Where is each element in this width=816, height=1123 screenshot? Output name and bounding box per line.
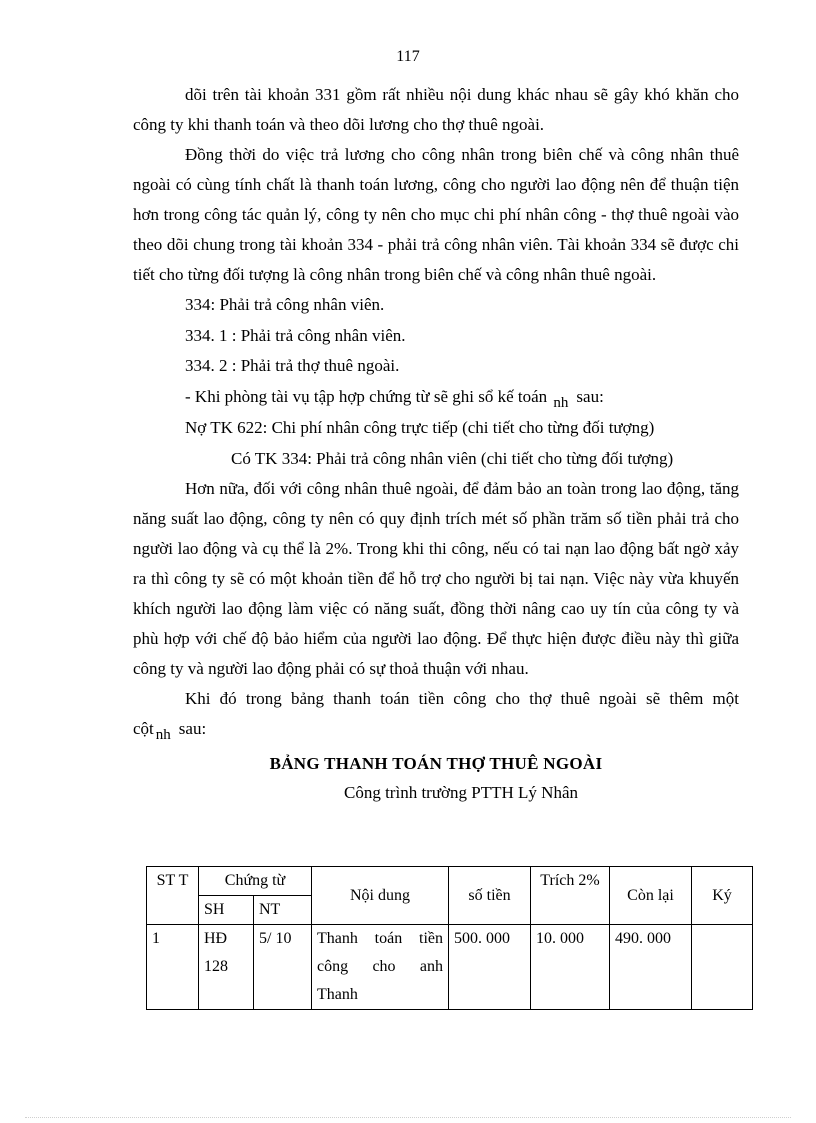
journal-intro-end: sau:	[576, 386, 604, 406]
cell-stt: 1	[147, 925, 199, 1010]
paragraph	[133, 684, 739, 745]
cell-nt: 5/ 10	[254, 925, 312, 1010]
credit-entry: Có TK 334: Phải trả công nhân viên (chi tiết cho từng đối tượng)	[231, 448, 674, 468]
table-header-row	[147, 867, 753, 896]
cell-sh: HĐ 128	[199, 925, 254, 1010]
paragraph-text: Khi đó trong bảng thanh toán tiền công cho thợ thuê ngoài sẽ thêm một cột	[133, 689, 739, 738]
account-line: 334. 1 : Phải trả công nhân viên.	[185, 325, 406, 345]
header-stt: ST T	[147, 867, 199, 925]
debit-entry: Nợ TK 622: Chi phí nhân công trực tiếp (chi tiết cho từng đối tượng)	[185, 418, 655, 437]
header-nt: NT	[254, 896, 312, 925]
subscript-text: nh	[553, 394, 569, 411]
account-line: 334. 2 : Phải trả thợ thuê ngoài.	[185, 356, 400, 375]
header-ky: Ký	[692, 867, 753, 925]
footer-divider	[25, 1117, 791, 1118]
paragraph: Đồng thời do việc trả lương cho công nhân trong biên chế và công nhân thuê ngoài có cùng tính chất là thanh toán lương, công cho người lao động nên để thuận tiện hơn trong công tác quản lý, công ty nên cho mục chi phí nhân công - thợ thuê ngoài vào theo dõi chung trong tài khoản 334 - phải trả công nhân viên. Tài khoản 334 sẽ được chi tiết cho từng đối tượng là công nhân trong biên chế và công nhân thuê ngoài.	[133, 145, 739, 284]
cell-trich: 10. 000	[531, 925, 610, 1010]
journal-intro-text: - Khi phòng tài vụ tập hợp chứng từ sẽ ghi sổ kế toán	[185, 386, 548, 406]
cell-so-tien: 500. 000	[449, 925, 531, 1010]
paragraph-end: sau:	[178, 719, 207, 738]
payment-table	[146, 866, 753, 1010]
header-sh: SH	[199, 896, 254, 925]
table-row	[147, 925, 753, 1010]
header-trich: Trích 2%	[531, 867, 610, 925]
subscript-text: nh	[155, 727, 171, 743]
table-subtitle: Công trình trường PTTH Lý Nhân	[344, 783, 578, 802]
header-chung-tu: Chứng từ	[199, 867, 312, 896]
paragraph: dõi trên tài khoản 331 gồm rất nhiều nội dung khác nhau sẽ gây khó khăn cho công ty khi thanh toán và theo dõi lương cho thợ thuê ngoài.	[133, 85, 739, 134]
header-con-lai: Còn lại	[610, 867, 692, 925]
cell-con-lai: 490. 000	[610, 925, 692, 1010]
paragraph: Hơn nữa, đối với công nhân thuê ngoài, để đảm bảo an toàn trong lao động, tăng năng suất lao động, công ty nên có quy định trích mét số phần trăm số tiền phải trả cho người lao động và cụ thể là 2%. Trong khi thi công, nếu có tai nạn lao động bất ngờ xảy ra thì công ty sẽ có một khoản tiền để hỗ trợ cho người bị tai nạn. Việc này vừa khuyến khích người lao động làm việc có năng suất, đồng thời nâng cao uy tín của công ty và phù hợp với chế độ bảo hiểm của người lao động. Để thực hiện được điều này thì giữa công ty và người lao động phải có sự thoả thuận với nhau.	[133, 479, 739, 678]
document-body	[133, 80, 739, 807]
table-title: BẢNG THANH TOÁN THỢ THUÊ NGOÀI	[269, 754, 603, 773]
account-line: 334: Phải trả công nhân viên.	[185, 295, 385, 314]
cell-noi-dung: Thanh toán tiền công cho anh Thanh	[312, 925, 449, 1010]
header-noi-dung: Nội dung	[312, 867, 449, 925]
page-number: 117	[396, 48, 420, 65]
journal-intro-line	[133, 382, 739, 414]
header-so-tien: số tiền	[449, 867, 531, 925]
cell-ky	[692, 925, 753, 1010]
